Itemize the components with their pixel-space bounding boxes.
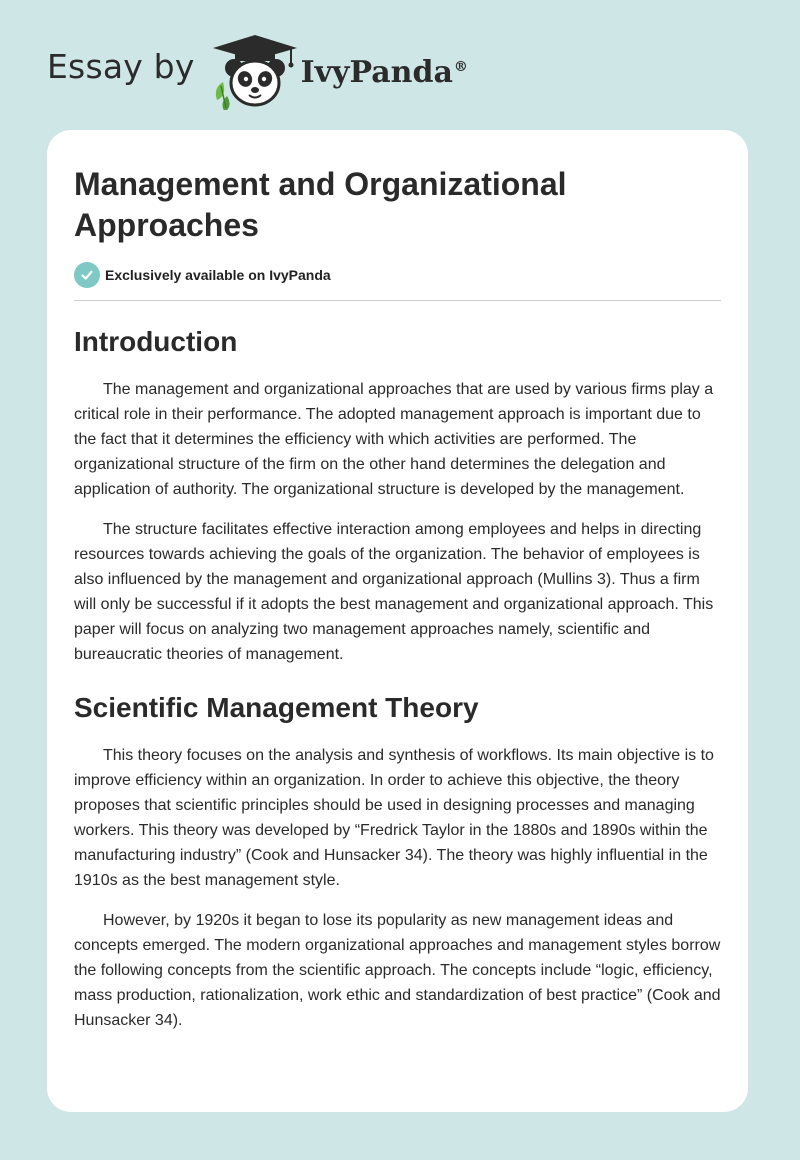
exclusive-badge-text: Exclusively available on IvyPanda xyxy=(105,267,331,283)
title-divider xyxy=(74,300,721,301)
brand-name xyxy=(301,55,468,90)
site-header-brand[interactable] xyxy=(47,30,468,110)
section-heading-scientific-management: Scientific Management Theory xyxy=(74,692,479,723)
brand-prefix: Essay by xyxy=(47,46,195,86)
paragraph: The structure facilitates effective interaction among employees and helps in directing resources towards achieving the goals of the organization. The behavior of employees is also influenced by the management and organizational approach (Mullins 3). Thus a firm will only be successful if it adopts the best management and organizational approach. This paper will focus on analyzing two management approaches namely, scientific and bureaucratic theories of management. xyxy=(74,521,714,663)
checkmark-icon xyxy=(74,262,100,288)
ivypanda-logo-icon xyxy=(209,30,301,110)
essay-card xyxy=(47,130,748,1112)
exclusive-badge xyxy=(74,262,721,288)
registered-mark: ® xyxy=(453,58,468,75)
paragraph: However, by 1920s it began to lose its popularity as new management ideas and concepts emerged. The modern organizational approaches and management styles borrow the following concepts from the scientific approach. The concepts include “logic, efficiency, mass production, rationalization, work ethic and standardization of best practice” (Cook and Hunsacker 34). xyxy=(74,912,721,1029)
section-heading-introduction: Introduction xyxy=(74,326,238,357)
paragraph: This theory focuses on the analysis and synthesis of workflows. Its main objective is to improve efficiency within an organization. In order to achieve this objective, the theory proposes that scientific principles should be used in designing processes and managing workers. This theory was developed by “Fredrick Taylor in the 1880s and 1890s within the manufacturing industry” (Cook and Hunsacker 34). The theory was highly influential in the 1910s as the best management style. xyxy=(74,747,714,889)
brand-name-text: IvyPanda xyxy=(300,54,453,90)
essay-title: Management and Organizational Approaches xyxy=(74,166,567,243)
paragraph: The management and organizational approaches that are used by various firms play a critical role in their performance. The adopted management approach is important due to the fact that it determines the efficiency with which activities are performed. The organizational structure of the firm on the other hand determines the delegation and application of authority. The organizational structure is developed by the management. xyxy=(74,381,714,498)
